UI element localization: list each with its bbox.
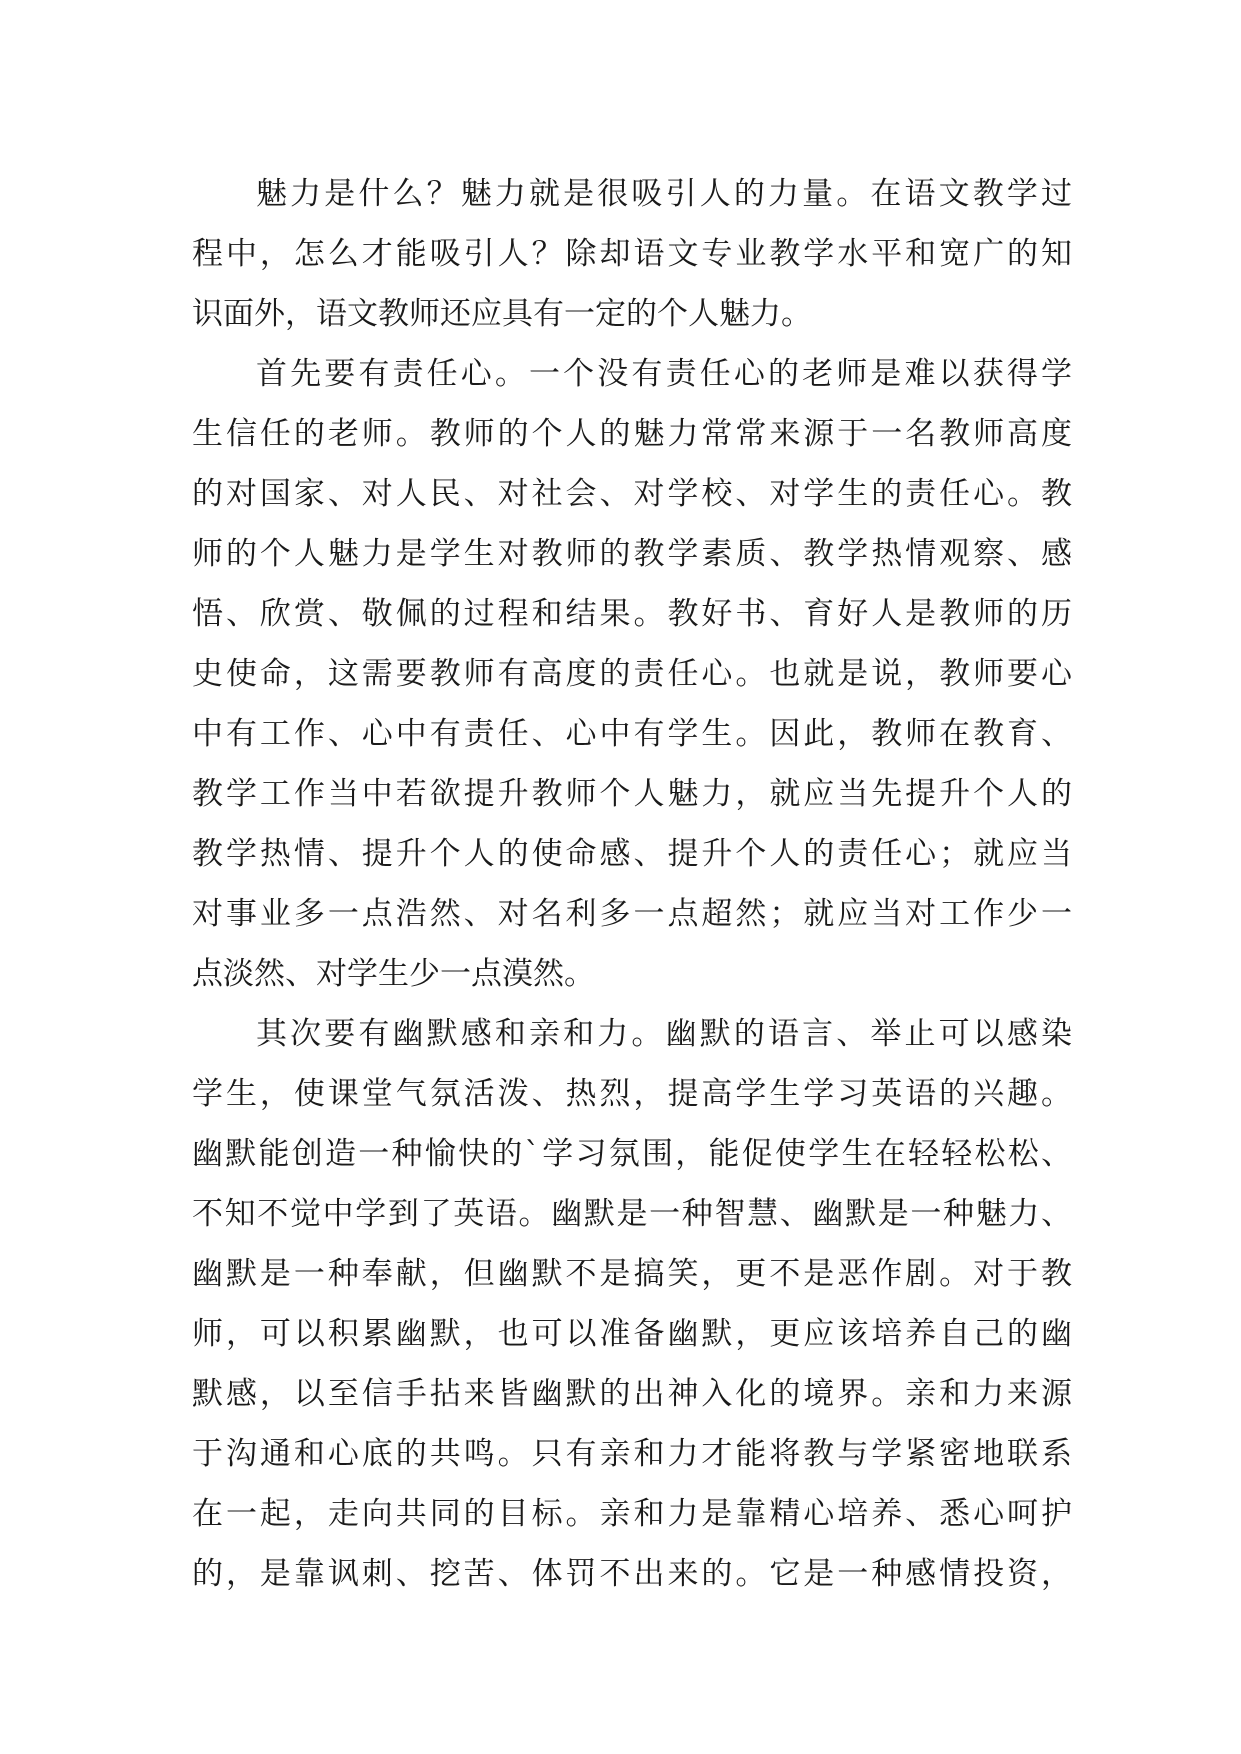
text-line: 教学热情、提升个人的使命感、提升个人的责任心；就应当 (192, 836, 1072, 872)
text-line: 悟、欣赏、敬佩的过程和结果。教好书、育好人是教师的历 (192, 596, 1072, 632)
text-line: 师的个人魅力是学生对教师的教学素质、教学热情观察、感 (192, 536, 1072, 572)
text-line: 师，可以积累幽默，也可以准备幽默，更应该培养自己的幽 (192, 1316, 1072, 1352)
text-line: 中有工作、心中有责任、心中有学生。因此，教师在教育、 (192, 716, 1072, 752)
text-line: 史使命，这需要教师有高度的责任心。也就是说，教师要心 (192, 656, 1072, 692)
text-line: 程中，怎么才能吸引人？除却语文专业教学水平和宽广的知 (192, 236, 1072, 272)
text-line: 的，是靠讽刺、挖苦、体罚不出来的。它是一种感情投资， (192, 1556, 1072, 1592)
text-line: 于沟通和心底的共鸣。只有亲和力才能将教与学紧密地联系 (192, 1436, 1072, 1472)
text-line: 对事业多一点浩然、对名利多一点超然；就应当对工作少一 (192, 896, 1072, 932)
text-line: 默感，以至信手拈来皆幽默的出神入化的境界。亲和力来源 (192, 1376, 1072, 1412)
text-line: 点淡然、对学生少一点漠然。 (192, 956, 595, 992)
text-line: 不知不觉中学到了英语。幽默是一种智慧、幽默是一种魅力、 (192, 1196, 1072, 1232)
text-line: 教学工作当中若欲提升教师个人魅力，就应当先提升个人的 (192, 776, 1072, 812)
text-line: 在一起，走向共同的目标。亲和力是靠精心培养、悉心呵护 (192, 1496, 1072, 1532)
text-line: 学生，使课堂气氛活泼、热烈，提高学生学习英语的兴趣。 (192, 1076, 1072, 1112)
document-body (192, 164, 1072, 1604)
text-line: 首先要有责任心。一个没有责任心的老师是难以获得学 (256, 356, 1072, 392)
text-line: 生信任的老师。教师的个人的魅力常常来源于一名教师高度 (192, 416, 1072, 452)
paragraph-charm-definition (192, 164, 1072, 344)
text-line: 的对国家、对人民、对社会、对学校、对学生的责任心。教 (192, 476, 1072, 512)
text-line: 幽默是一种奉献，但幽默不是搞笑，更不是恶作剧。对于教 (192, 1256, 1072, 1292)
text-line: 魅力是什么？魅力就是很吸引人的力量。在语文教学过 (256, 176, 1072, 212)
text-line: 其次要有幽默感和亲和力。幽默的语言、举止可以感染 (256, 1016, 1072, 1052)
text-line: 识面外，语文教师还应具有一定的个人魅力。 (192, 296, 812, 332)
paragraph-humor-affinity (192, 1004, 1072, 1604)
text-line: 幽默能创造一种愉快的`学习氛围，能促使学生在轻轻松松、 (192, 1136, 1072, 1172)
paragraph-responsibility (192, 344, 1072, 1004)
